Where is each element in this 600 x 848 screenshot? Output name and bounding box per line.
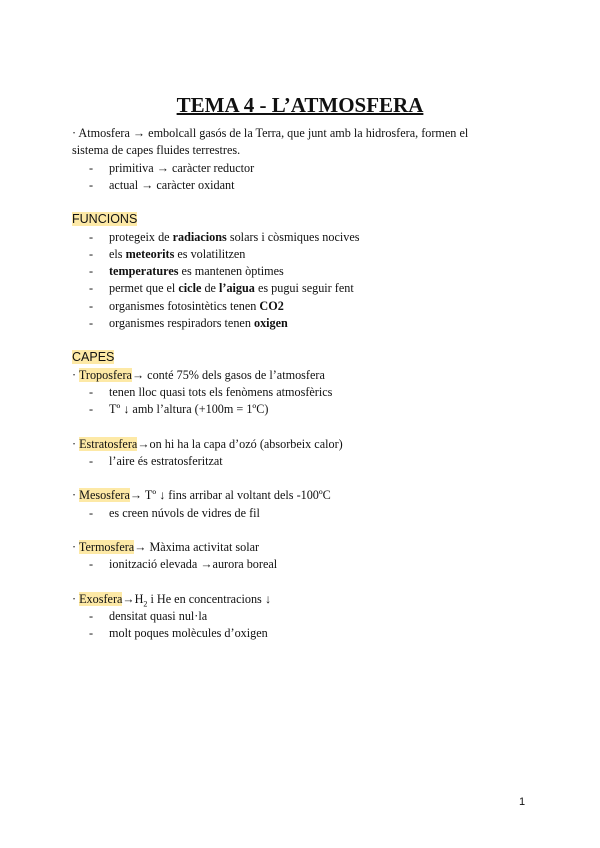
list-item: - l’aire és estratosferitzat	[72, 453, 532, 470]
layer-troposfera: · Troposfera→ conté 75% dels gasos de l’atmosfera	[72, 367, 325, 382]
document-body	[72, 125, 532, 643]
list-item: - protegeix de radiacions solars i còsmiques nocives	[72, 229, 532, 246]
list-item: - densitat quasi nul·la	[72, 608, 532, 625]
list-item: - ionització elevada →aurora boreal	[72, 556, 532, 573]
list-item: - molt poques molècules d’oxigen	[72, 625, 532, 642]
list-item: - Tº ↓ amb l’altura (+100m = 1ºC)	[72, 401, 532, 418]
layer-estratosfera: · Estratosfera→on hi ha la capa d’ozó (absorbeix calor)	[72, 436, 343, 451]
list-item: - organismes respiradors tenen oxigen	[72, 315, 532, 332]
layer-mesosfera: · Mesosfera→ Tº ↓ fins arribar al voltant dels -100ºC	[72, 488, 331, 503]
page-title: TEMA 4 - L’ATMOSFERA	[176, 93, 424, 117]
list-item: - temperatures es mantenen òptimes	[72, 263, 532, 280]
list-item: - actual → caràcter oxidant	[72, 177, 532, 194]
section-heading-funcions: FUNCIONS	[72, 212, 138, 227]
layer-termosfera: · Termosfera→ Màxima activitat solar	[72, 540, 260, 554]
intro-line: sistema de capes fluides terrestres.	[72, 143, 241, 158]
list-item: - tenen lloc quasi tots els fenòmens atmosfèrics	[72, 384, 532, 401]
page-number: 1	[519, 796, 526, 808]
list-item: - organismes fotosintètics tenen CO2	[72, 298, 532, 315]
section-heading-capes: CAPES	[72, 350, 115, 365]
list-item: - permet que el cicle de l’aigua es pugui seguir fent	[72, 280, 532, 297]
list-item: - es creen núvols de vidres de fil	[72, 505, 532, 522]
intro-line: · Atmosfera → embolcall gasós de la Terra, que junt amb la hidrosfera, formen el	[72, 126, 469, 140]
list-item: - primitiva → caràcter reductor	[72, 160, 532, 177]
list-item: - els meteorits es volatilitzen	[72, 246, 532, 263]
layer-exosfera: · $Exosfera\to H_2$ i He en concentracions ↓	[72, 591, 271, 609]
